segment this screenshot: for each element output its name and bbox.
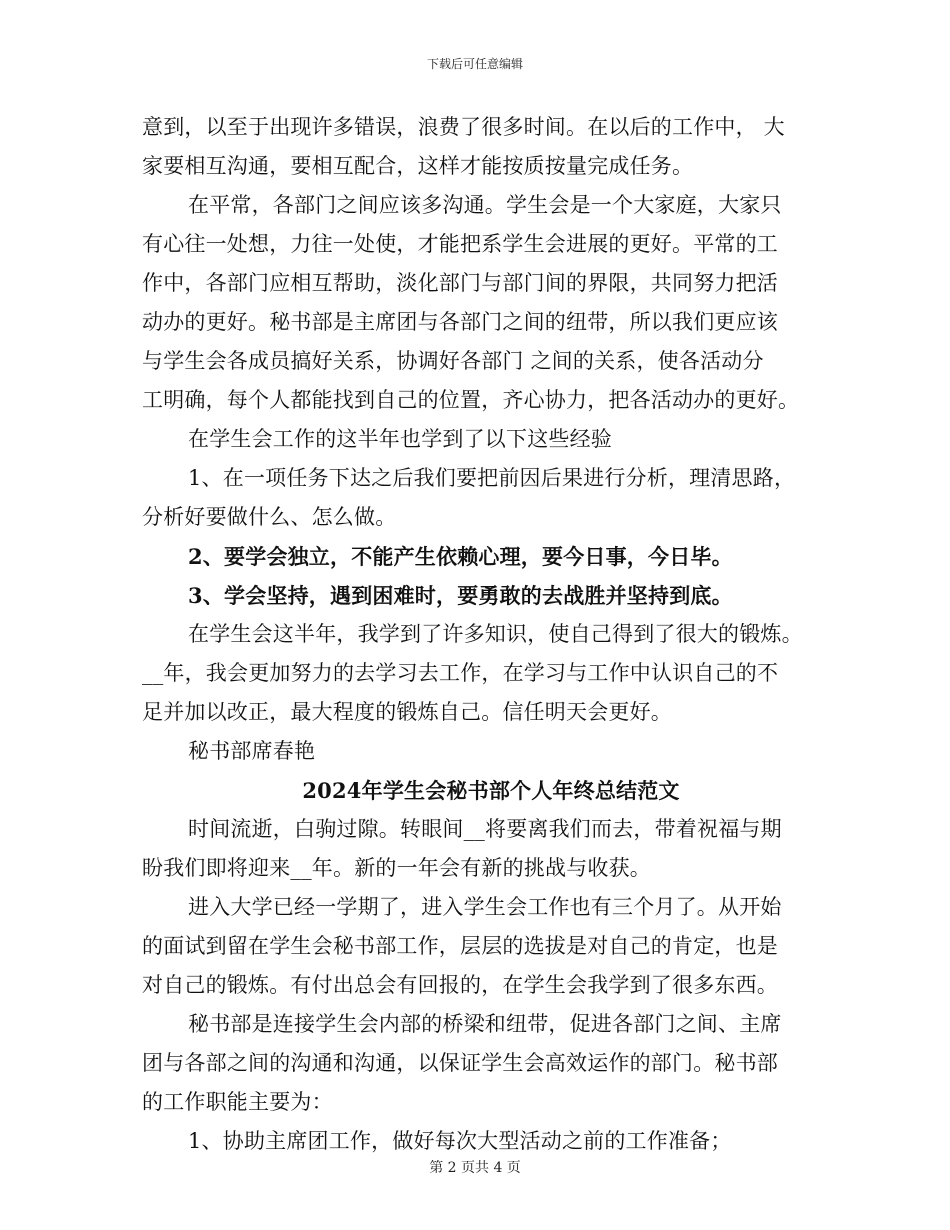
paragraph-line: 在学生会这半年，我学到了许多知识，使自己得到了很大的锻炼。 <box>188 622 803 646</box>
paragraph-line: 的面试到留在学生会秘书部工作，层层的选拔是对自己的肯定，也是 <box>142 934 778 958</box>
document-body <box>142 108 812 1161</box>
paragraph-line: 团与各部之间的沟通和沟通，以保证学生会高效运作的部门。秘书部 <box>142 1051 778 1075</box>
list-item-bold: 2、要学会独立，不能产生依赖心理，要今日事，今日毕。 <box>188 544 733 569</box>
paragraph-line: 有心往一处想，力往一处使，才能把系学生会进展的更好。平常的工 <box>142 232 778 256</box>
signature-line: 秘书部席春艳 <box>188 739 316 763</box>
paragraph-line: 动办的更好。秘书部是主席团与各部门之间的纽带，所以我们更应该 <box>142 310 778 334</box>
paragraph-line: 在平常，各部门之间应该多沟通。学生会是一个大家庭，大家只 <box>188 193 782 217</box>
list-item-line: 分析好要做什么、怎么做。 <box>142 505 397 529</box>
page-footer: 第 2 页共 4 页 <box>429 1160 521 1176</box>
paragraph-line: 作中，各部门应相互帮助，淡化部门与部门间的界限，共同努力把活 <box>142 271 778 295</box>
paragraph-line: 对自己的锻炼。有付出总会有回报的，在学生会我学到了很多东西。 <box>142 973 778 997</box>
paragraph-line: 时间流逝，白驹过隙。转眼间__将要离我们而去，带着祝福与期 <box>188 817 782 841</box>
paragraph-line: __年，我会更加努力的去学习去工作，在学习与工作中认识自己的不 <box>142 661 779 685</box>
paragraph-line: 意到，以至于出现许多错误，浪费了很多时间。在以后的工作中， 大 <box>142 115 785 139</box>
paragraph-line: 家要相互沟通，要相互配合，这样才能按质按量完成任务。 <box>142 154 694 178</box>
list-item-bold: 3、学会坚持，遇到困难时，要勇敢的去战胜并坚持到底。 <box>188 583 733 608</box>
paragraph-line: 进入大学已经一学期了，进入学生会工作也有三个月了。从开始 <box>188 895 782 919</box>
paragraph-line: 盼我们即将迎来__年。新的一年会有新的挑战与收获。 <box>142 856 651 880</box>
paragraph-line: 工明确，每个人都能找到自己的位置，齐心协力，把各活动办的更好。 <box>142 388 800 412</box>
paragraph-line: 与学生会各成员搞好关系，协调好各部门 之间的关系，使各活动分 <box>142 349 764 373</box>
paragraph-line: 的工作职能主要为： <box>142 1090 333 1114</box>
paragraph-line: 足并加以改正，最大程度的锻炼自己。信任明天会更好。 <box>142 700 672 724</box>
list-item-line: 1、在一项任务下达之后我们要把前因后果进行分析，理清思路， <box>188 466 796 490</box>
paragraph-line: 秘书部是连接学生会内部的桥梁和纽带，促进各部门之间、主席 <box>188 1012 782 1036</box>
section-title: 2024年学生会秘书部个人年终总结范文 <box>302 778 680 803</box>
list-item-line: 1、协助主席团工作，做好每次大型活动之前的工作准备； <box>188 1129 732 1153</box>
paragraph-line: 在学生会工作的这半年也学到了以下这些经验 <box>188 427 612 451</box>
page-header: 下载后可任意编辑 <box>426 57 523 71</box>
